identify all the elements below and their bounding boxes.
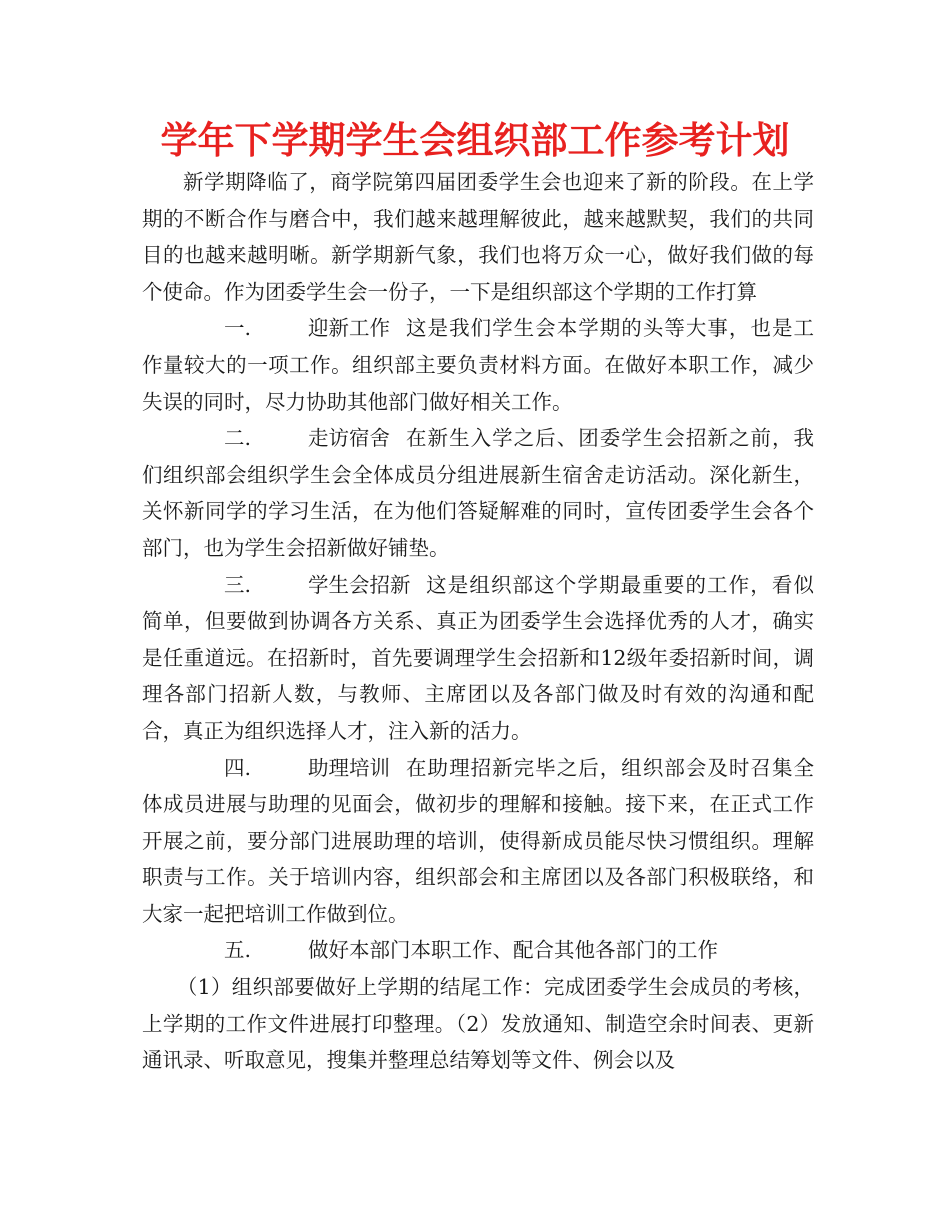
section-number: 五.: [224, 938, 252, 963]
section-text: 这是组织部这个学期最重要的工作，看似简单，但要做到协调各方关系、真正为团委学生会选择优秀的人才，确实是任重道远。在招新时，首先要调理学生会招新和12级年委招新时间，调理各部门招新人数，与教师、主席团以及各部门做及时有效的沟通和配合，真正为组织选择人才，注入新的活力。: [142, 572, 814, 743]
section-text: 在助理招新完毕之后，组织部会及时召集全体成员进展与助理的见面会，做初步的理解和接触。接下来，在正式工作开展之前，要分部门进展助理的培训，使得新成员能尽快习惯组织。理解职责与工作。关于培训内容，组织部会和主席团以及各部门积极联络，和大家一起把培训工作做到位。: [142, 755, 814, 926]
document-title: 学年下学期学生会组织部工作参考计划: [160, 119, 790, 162]
section-text: 在新生入学之后、团委学生会招新之前，我们组织部会组织学生会全体成员分组进展新生宿舍走访活动。深化新生，关怀新同学的学习生活，在为他们答疑解难的同时，宣传团委学生会各个部门，也为学生会招新做好铺垫。: [142, 426, 814, 560]
section-heading: 迎新工作: [308, 316, 390, 341]
section-number: 四.: [224, 755, 252, 780]
intro-paragraph: 新学期降临了，商学院第四届团委学生会也迎来了新的阶段。在上学期的不断合作与磨合中，我们越来越理解彼此，越来越默契，我们的共同目的也越来越明晰。新学期新气象，我们也将万众一心，做好我们做的每个使命。作为团委学生会一份子，一下是组织部这个学期的工作打算: [142, 170, 814, 304]
section-heading: 学生会招新: [308, 572, 411, 597]
section-paragraph-4: [142, 750, 814, 933]
sub-items-paragraph: （1）组织部要做好上学期的结尾工作：完成团委学生会成员的考核，上学期的工作文件进展打印整理。（2）发放通知、制造空余时间表、更新通讯录、听取意见，搜集并整理总结筹划等文件、例会以及: [142, 975, 814, 1073]
section-paragraph-5: [142, 932, 814, 969]
section-paragraph-2: [142, 420, 814, 566]
section-heading: 走访宿舍: [308, 426, 390, 451]
section-paragraph-3: [142, 567, 814, 750]
section-heading: 助理培训: [308, 755, 390, 780]
section-number: 三.: [224, 572, 252, 597]
section-number: 二.: [224, 426, 252, 451]
section-text: 这是我们学生会本学期的头等大事，也是工作量较大的一项工作。组织部主要负责材料方面。在做好本职工作，减少失误的同时，尽力协助其他部门做好相关工作。: [142, 316, 814, 414]
document-body: [142, 164, 814, 1079]
section-paragraph-1: [142, 310, 814, 420]
section-number: 一.: [224, 316, 252, 341]
section-heading: 做好本部门本职工作、配合其他各部门的工作: [308, 938, 718, 963]
